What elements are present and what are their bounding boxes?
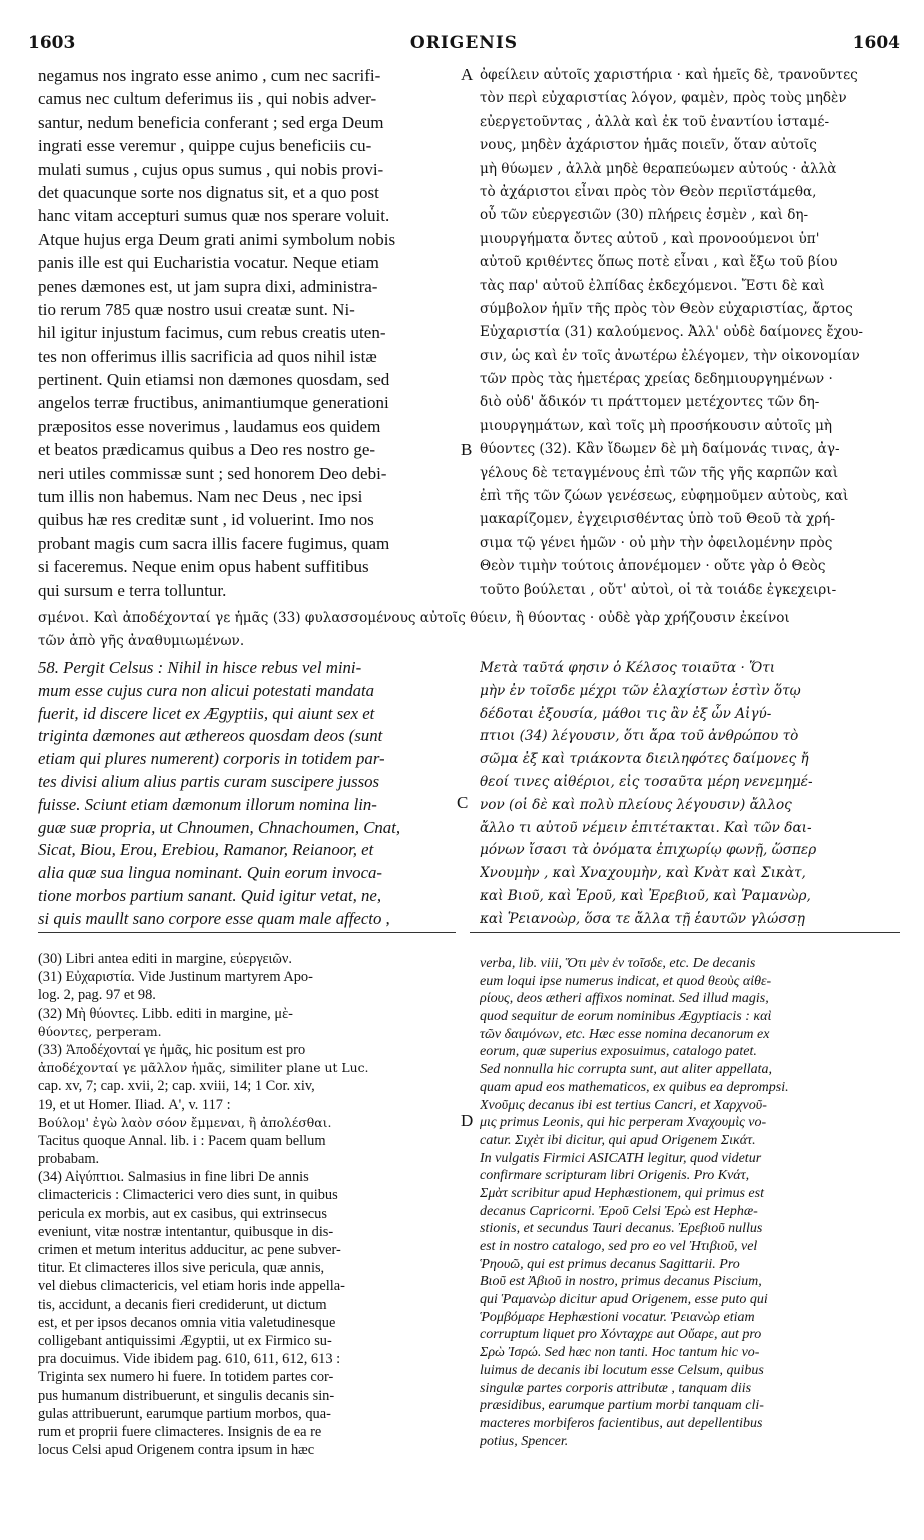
latin-text-line: probant magis cum sacra illis facere fugimus, quam xyxy=(38,533,390,553)
greek-text-line: σιμα τῷ γένει ἡμῶν · οὐ μὴν τὴν ὀφειλομένην πρὸς xyxy=(480,534,833,551)
latin-section-text-line: tione morbos partium sanant. Quid igitur vetat, ne, xyxy=(38,885,382,905)
footnote-left-line: rum et proprii fuere climacteres. Insignis de ea re xyxy=(38,1423,322,1440)
latin-section-text-line: 58. Pergit Celsus : Nihil in hisce rebus vel mini- xyxy=(38,658,362,677)
greek-section-text-line: δέδοται ἐξουσία, μάθοι τις ἂν ἐξ ὧν Αἰγύ- xyxy=(480,705,772,722)
footnote-right-line: confirmare scripturam libri Origenis. Pro Κνάτ, xyxy=(480,1168,750,1184)
greek-text-line: διὸ οὐδ' ἄδικόν τι πράττομεν μετέχοντες τῶν δη- xyxy=(480,394,820,411)
greek-section-text-line: πτιοι (34) λέγουσιν, ὅτι ἄρα τοῦ ἀνθρώπου τὸ xyxy=(480,728,799,745)
latin-text-line: hanc vitam accepturi sumus quæ nos sperare voluit. xyxy=(38,206,390,226)
greek-section-text-line: μὴν ἐν τοῖσδε μέχρι τῶν ἐλαχίστων ἐστὶν ὅτῳ xyxy=(480,682,801,699)
footnote-right-line: decanus Capricorni. Ἐροῦ Celsi Ἐρὼ est Hephæ- xyxy=(480,1203,758,1219)
latin-section-text-line: fuerit, id discere licet ex Ægyptiis, qui aiunt sex et xyxy=(38,703,375,723)
footnote-right-line: est in nostro catalogo, sed pro eo vel Ἠτιβιοῦ, vel xyxy=(480,1239,758,1254)
latin-text-line: præpositos esse noverimus , laudamus eos quidem xyxy=(38,416,381,436)
latin-text-line: angelos terræ fructibus, animantiumque generationi xyxy=(38,393,389,413)
latin-section-text-line: Sicat, Biou, Erou, Erebiou, Ramanor, Reianoor, et xyxy=(38,840,374,860)
greek-section-58 xyxy=(480,657,900,931)
greek-text-line: τῶν πρὸς τὰς ἡμετέρας χρείας δεδημιουργημένων · xyxy=(480,371,833,388)
margin-letter-b: B xyxy=(461,440,473,459)
greek-text-line: μιουργήματα ὄντες αὐτοῦ , καὶ προνοούμενοι ὑπ' xyxy=(480,230,820,247)
footnote-right-line: macteres morbiferos facientibus, aut depellentibus xyxy=(480,1415,763,1431)
running-head: ORIGENIS xyxy=(409,33,519,53)
footnote-right-line: τῶν δαιμόνων, etc. Hæc esse nomina decanorum ex xyxy=(480,1026,770,1042)
latin-text-line: penes dæmones est, ut jam supra dixi, administra- xyxy=(38,276,378,296)
footnote-right-line: Sed nonnulla hic corrupta sunt, aut aliter appellata, xyxy=(480,1062,773,1078)
footnote-right-line: In vulgatis Firmici ASICATH legitur, quod videtur xyxy=(480,1150,762,1166)
footnote-right-line: stionis, et secundus Tauri decanus. Ἐρεβιοῦ nullus xyxy=(480,1221,763,1237)
greek-full-text-line: τῶν ἀπὸ γῆς ἀναθυμιωμένων. xyxy=(38,633,245,650)
greek-text-line: μὴ θύωμεν , ἀλλὰ μηδὲ θεραπεύωμεν αὐτούς · ἀλλὰ xyxy=(480,160,837,177)
footnote-left-line: ἀποδέχονταί γε μᾶλλον ἡμᾶς, similiter plane ut Luc. xyxy=(38,1060,369,1076)
footnote-right-line: qui Ῥαμανὼρ dicitur apud Origenem, esse puto qui xyxy=(480,1292,768,1308)
footnote-right-line: Ῥηουῶ, qui est primus decanus Sagittarii. Pro xyxy=(480,1256,740,1272)
footnote-right-line: catur. Σιχὲτ ibi dicitur, qui apud Origenem Σικάτ. xyxy=(480,1132,756,1148)
greek-full-width-text xyxy=(38,607,900,654)
latin-section-text-line: guæ suæ propria, ut Chnoumen, Chnachoumen, Cnat, xyxy=(38,817,401,837)
greek-text-line: γέλους δὲ τεταγμένους ἐπὶ τῶν τῆς γῆς καρπῶν καὶ xyxy=(480,464,839,481)
latin-text-line: pertinent. Quin etiamsi non dæmones quosdam, sed xyxy=(38,370,390,390)
page-number-right: 1604 xyxy=(852,33,900,53)
greek-text-line: Θεὸν τιμὴν τούτοις ἀπονέμομεν · οὔτε γὰρ ὁ Θεὸς xyxy=(480,558,826,575)
footnote-left-line: 19, et ut Homer. Iliad. Α', v. 117 : xyxy=(38,1096,231,1113)
greek-text-line: θύοντες (32). Κἂν ἴδωμεν δὲ μὴ δαίμονάς τινας, ἀγ- xyxy=(480,441,840,458)
greek-text-line: οὗ τῶν εὐεργεσιῶν (30) πλήρεις ἐσμὲν , καὶ δη- xyxy=(480,207,809,224)
footnote-right-line: corruptum liquet pro Χόνταχρε aut Οὔαρε, aut pro xyxy=(480,1327,762,1343)
footnote-left-line: θύοντες, perperam. xyxy=(38,1023,162,1039)
footnote-left-line: Triginta sex numero hi fuere. In totidem partes cor- xyxy=(38,1369,334,1386)
latin-text-line: tum illis non habemus. Nam nec Deus , nec ipsi xyxy=(38,487,363,507)
latin-text-line: tio rerum 785 quæ nostro usui creatæ sunt. Ni- xyxy=(38,299,355,319)
footnote-right-line: Ῥομβόμαρε Hephæstioni vocatur. Ῥειανὼρ etiam xyxy=(480,1309,755,1325)
latin-text-line: qui sursum e terra tolluntur. xyxy=(38,580,227,600)
margin-letter-d: D xyxy=(461,1111,474,1130)
latin-section-text-line: fuisse. Sciunt etiam dæmonum illorum nomina lin- xyxy=(38,794,377,814)
footnote-separator-left xyxy=(38,932,456,933)
footnote-left-line: titur. Et climacteres illos sive pericula, quæ annis, xyxy=(38,1260,325,1277)
greek-section-text-line: Χνουμὴν , καὶ Χναχουμὴν, καὶ Κνὰτ καὶ Σικὰτ, xyxy=(480,865,806,882)
greek-section-text-line: καὶ Ῥειανοὼρ, ὅσα τε ἄλλα τῇ ἑαυτῶν γλώσσῃ xyxy=(480,910,805,927)
footnote-right-line: luimus de decanis ibi locutum esse Celsum, quibus xyxy=(480,1362,764,1378)
latin-text-column xyxy=(38,64,456,602)
footnotes-right-column xyxy=(480,955,900,1450)
greek-text-line: τὰς παρ' αὐτοῦ ἐλπίδας ἐκδεχόμενοι. Ἔστι δὲ καὶ xyxy=(480,277,825,294)
latin-text-line: si faceremus. Neque enim opus habent suffitibus xyxy=(38,557,369,577)
footnote-left-line: (34) Αἰγύπτιοι. Salmasius in fine libri De annis xyxy=(38,1169,309,1186)
latin-text-line: tes non offerimus illis sacrificia ad quos nihil istæ xyxy=(38,346,377,366)
latin-section-text-line: alia quæ sua lingua nominant. Quin eorum invoca- xyxy=(38,863,382,883)
footnote-left-line: est, et per ipsos decanos omnia vitia valetudinesque xyxy=(38,1314,336,1331)
greek-text-line: Εὐχαριστία (31) καλούμενος. Ἀλλ' οὐδὲ δαίμονες ἔχου- xyxy=(480,324,863,341)
footnote-right-line: Σμὰτ scribitur apud Hephæstionem, qui primus est xyxy=(480,1185,764,1201)
latin-section-text-line: si quis maullt sano corpore esse quam male affecto , xyxy=(38,908,390,928)
greek-text-line: σύμβολον ἡμῖν τῆς πρὸς τὸν Θεὸν εὐχαριστίας, ἄρτος xyxy=(480,300,853,317)
latin-text-line: ingrati esse veremur , quippe cujus beneficiis cu- xyxy=(38,136,372,156)
footnote-left-line: pra docuimus. Vide ibidem pag. 610, 611, 612, 613 : xyxy=(38,1351,341,1368)
footnote-left-line: (31) Εὐχαριστία. Vide Justinum martyrem Apo- xyxy=(38,969,313,986)
latin-text-line: santur, nedum beneficia conferant ; sed erga Deum xyxy=(38,112,384,132)
latin-text-line: Atque hujus erga Deum grati animi symbolum nobis xyxy=(38,229,396,249)
greek-section-text-line: σῶμα ἐξ καὶ τριάκοντα διειληφότες δαίμονες ἤ xyxy=(480,751,809,768)
margin-letter-c: C xyxy=(457,793,469,812)
greek-text-line: μακαρίζομεν, ἐγχειρισθέντας ὑπὸ τοῦ Θεοῦ τὰ χρή- xyxy=(480,511,836,528)
greek-text-line: μιουργημάτων, καὶ τοῖς μὴ προσήκουσιν αὐτοῖς μὴ xyxy=(480,417,833,434)
footnote-left-line: pus humanum distribuerunt, et singulis decanis sin- xyxy=(38,1387,335,1404)
greek-section-text-line: νον (οἱ δὲ καὶ πολὺ πλείους λέγουσιν) ἄλλος xyxy=(480,796,792,813)
footnote-right-line: quam apud eos mathematicos, ex quibus ea deprompsi. xyxy=(480,1079,789,1095)
footnote-separator-right xyxy=(470,932,900,933)
page-number-left: 1603 xyxy=(28,33,76,53)
greek-full-text-line: σμένοι. Καὶ ἀποδέχονταί γε ἡμᾶς (33) φυλασσομένους αὐτοῖς θύειν, ἢ θύοντας · οὐδὲ γὰρ χρήζουσιν ἐκείνοι xyxy=(38,610,790,626)
footnote-left-line: eveniunt, vitæ nostræ intentantur, quibusque in dis- xyxy=(38,1223,334,1240)
footnotes-left-column xyxy=(38,950,460,1459)
footnote-right-line: singulæ partes corporis attributæ , tanquam diis xyxy=(480,1380,752,1396)
latin-text-line: quibus hæ res creditæ sunt , id voluerint. Imo nos xyxy=(38,510,374,530)
latin-text-line: panis ille est qui Eucharistia vocatur. Neque etiam xyxy=(38,253,379,273)
greek-text-line: τὸ ἀχάριστοι εἶναι πρὸς τὸν Θεὸν περιϊστάμεθα, xyxy=(480,183,817,200)
latin-text-line: negamus nos ingrato esse animo , cum nec sacrifi- xyxy=(38,66,381,85)
greek-text-line: αὐτοῦ κριθέντες ὅπως ποτὲ εἶναι , καὶ ἔξω τοῦ βίου xyxy=(480,254,838,271)
footnote-left-line: locus Celsi apud Origenem contra ipsum in hæc xyxy=(38,1442,315,1459)
footnote-right-line: ρίους, deos ætheri affixos nominat. Sed illud magis, xyxy=(480,991,769,1007)
margin-letter-a: A xyxy=(461,65,474,84)
greek-text-line: ἐπὶ τῆς τῶν ζώων γενέσεως, εὐφημοῦμεν αὐτοὺς, καὶ xyxy=(480,488,849,505)
latin-section-text-line: mum esse cujus cura non alicui potestati mandata xyxy=(38,680,375,700)
greek-section-text-line: καὶ Βιοῦ, καὶ Ἐροῦ, καὶ Ἐρεβιοῦ, καὶ Ῥαμανὼρ, xyxy=(480,887,811,904)
footnote-right-line: potius, Spencer. xyxy=(480,1433,569,1449)
footnote-left-line: (32) Μὴ θύοντες. Libb. editi in margine, μὲ- xyxy=(38,1005,293,1022)
latin-text-line: det quacunque sorte nos dignatus sit, et a quo post xyxy=(38,182,379,202)
latin-text-line: neri utiles commissæ sunt ; sed honorem Deo debi- xyxy=(38,463,387,483)
greek-text-line: νους, μηδὲν ἀχάριστον ἡμᾶς ποιεῖν, ὅταν αὐτοῖς xyxy=(480,137,817,154)
footnote-right-line: Βιοῦ est Ἀβιοῦ in nostro, primus decanus Piscium, xyxy=(480,1274,762,1290)
latin-section-text-line: tes divisi alium alius partis curam suscipere jussos xyxy=(38,771,380,791)
footnote-right-line: præsidibus, earumque partium morbi tanquam cli- xyxy=(480,1398,764,1414)
footnote-left-line: vel diebus climactericis, vel etiam horis inde appella- xyxy=(38,1278,345,1295)
latin-text-line: mulati sumus , cujus opus sumus , qui nobis provi- xyxy=(38,159,384,179)
footnote-left-line: climactericis : Climacterici vero dies sunt, in quibus xyxy=(38,1187,338,1204)
greek-text-line: ὀφείλειν αὐτοῖς χαριστήρια · καὶ ἡμεῖς δὲ, τρανοῦντες xyxy=(480,67,858,83)
footnote-right-line: μις primus Leonis, qui hic perperam Χναχουμὶς vo- xyxy=(480,1115,767,1131)
greek-section-text-line: ἄλλο τι αὐτοῦ νέμειν ἐπιτέτακται. Καὶ τῶν δαι- xyxy=(480,819,812,836)
footnote-left-line: tis, accidunt, a decanis fieri crediderunt, ut dictum xyxy=(38,1296,327,1313)
greek-text-column xyxy=(480,64,900,602)
latin-text-line: camus nec cultum deferimus iis , qui nobis adver- xyxy=(38,89,377,109)
footnote-left-line: colligebant antiquissimi Ægyptii, ut ex Firmico su- xyxy=(38,1332,332,1349)
greek-section-text-line: θεοί τινες αἰθέριοι, εἰς τοσαῦτα μέρη νενεμημέ- xyxy=(480,773,813,790)
greek-text-line: τὸν περὶ εὐχαριστίας λόγον, φαμὲν, πρὸς τοὺς μηδὲν xyxy=(480,90,847,107)
footnote-right-line: Σρὼ Ἰσρώ. Sed hæc non tanti. Hoc tantum hic vo- xyxy=(480,1345,760,1361)
footnote-left-line: log. 2, pag. 97 et 98. xyxy=(38,987,156,1004)
footnote-left-line: gulas attribuerunt, earumque partium morbos, qua- xyxy=(38,1405,331,1422)
latin-text-line: hil igitur injustum facimus, cum rebus creatis uten- xyxy=(38,323,386,343)
footnote-left-line: (33) Ἀποδέχονταί γε ἡμᾶς, hic positum est pro xyxy=(38,1041,306,1058)
footnote-right-line: eum loqui ipse numerus indicat, et quod θεοὺς αἰθε- xyxy=(480,973,772,989)
latin-text-line: et beatos prædicamus quibus a Deo res nostro ge- xyxy=(38,440,376,460)
footnote-left-line: (30) Libri antea editi in margine, εὐεργειῶν. xyxy=(38,951,292,967)
footnote-right-line: quod sequitur de eorum nominibus Ægyptiacis : καὶ xyxy=(480,1009,772,1025)
footnote-left-line: pericula ex morbis, aut ex casibus, qui extrinsecus xyxy=(38,1205,327,1222)
footnote-left-line: probabam. xyxy=(38,1151,100,1168)
footnote-right-line: Χνοῦμις decanus ibi est tertius Cancri, et Χαρχνοῦ- xyxy=(480,1097,767,1113)
latin-section-text-line: etiam qui plures numerent) corporis in totidem par- xyxy=(38,749,385,769)
latin-section-58 xyxy=(38,657,458,931)
greek-section-text-line: μόνων ἴσασι τὰ ὀνόματα ἐπιχωρίῳ φωνῇ, ὥσπερ xyxy=(480,842,817,859)
greek-section-text-line: Μετὰ ταῦτά φησιν ὁ Κέλσος τοιαῦτα · Ὅτι xyxy=(480,660,776,676)
footnote-right-line: verba, lib. viii, Ὅτι μὲν ἐν τοῖσδε, etc. De decanis xyxy=(480,956,756,971)
latin-section-text-line: triginta dæmones aut æthereos quosdam deos (sunt xyxy=(38,726,383,746)
greek-text-line: σιν, ὡς καὶ ἐν τοῖς ἀνωτέρω ἐλέγομεν, τὴν οἰκονομίαν xyxy=(480,347,860,364)
greek-text-line: τοῦτο βούλεται , οὔτ' αὐτοὶ, οἱ τὰ τοιάδε ἐγκεχειρι- xyxy=(480,581,837,598)
footnote-left-line: cap. xv, 7; cap. xvii, 2; cap. xviii, 14; 1 Cor. xiv, xyxy=(38,1078,315,1095)
page-header xyxy=(28,33,900,57)
footnote-left-line: Tacitus quoque Annal. lib. i : Pacem quam bellum xyxy=(38,1132,326,1149)
footnote-right-line: eorum, quæ superius exposuimus, catalogo patet. xyxy=(480,1044,757,1060)
footnote-left-line: Βούλομ' ἐγὼ λαὸν σόον ἔμμεναι, ἢ ἀπολέσθαι. xyxy=(38,1114,332,1130)
footnote-left-line: crimen et metum interitus adducitur, ac pene subver- xyxy=(38,1242,341,1258)
greek-text-line: εὐεργετοῦντας , ἀλλὰ καὶ ἐκ τοῦ ἐναντίου ἱσταμέ- xyxy=(480,113,830,130)
